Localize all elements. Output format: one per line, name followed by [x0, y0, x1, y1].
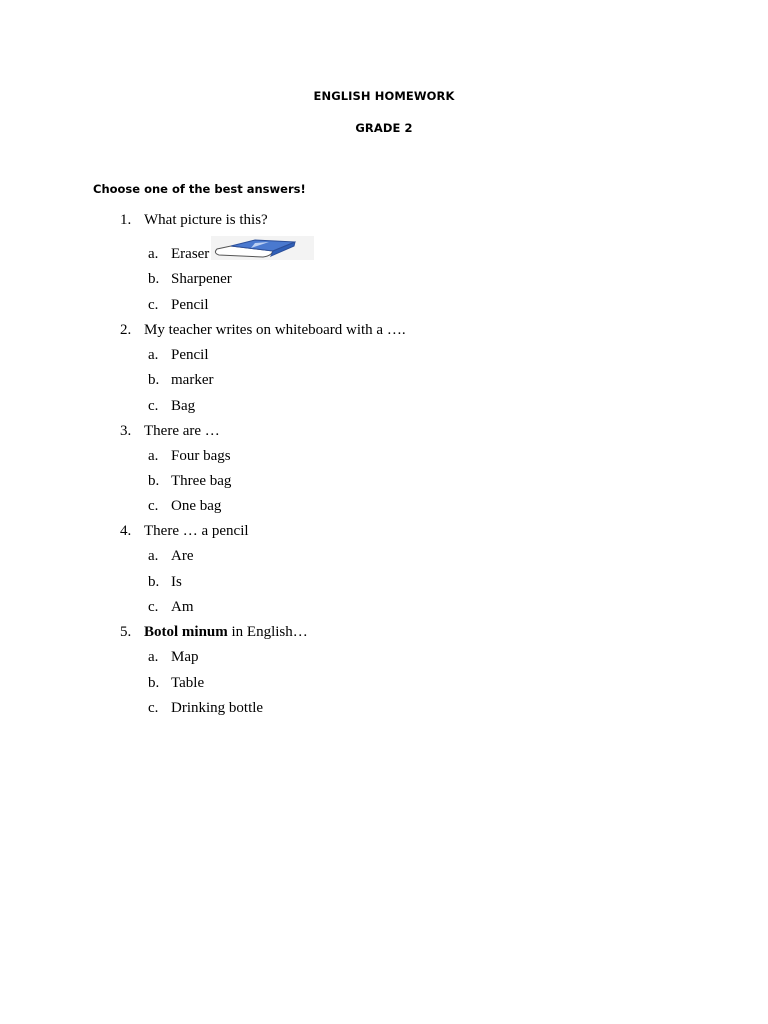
option-letter: b. — [148, 271, 160, 287]
option-text: Am — [171, 599, 194, 615]
option-letter: a. — [148, 448, 159, 464]
question-text: My teacher writes on whiteboard with a …. — [144, 322, 406, 338]
option-text: Map — [171, 649, 199, 665]
option-letter: b. — [148, 473, 160, 489]
option-text: Are — [171, 548, 194, 564]
eraser-image — [211, 236, 314, 260]
option-letter: a. — [148, 649, 159, 665]
option-letter: c. — [148, 297, 159, 313]
option-letter: a. — [148, 548, 159, 564]
option-letter: b. — [148, 675, 160, 691]
question-number: 2. — [120, 322, 132, 338]
question-number: 1. — [120, 212, 132, 228]
option-text: Sharpener — [171, 271, 232, 287]
question-text-rest: in English… — [227, 624, 308, 640]
option-letter: b. — [148, 574, 160, 590]
option-letter: b. — [148, 372, 160, 388]
question-text: There are … — [144, 423, 220, 439]
option-text: Drinking bottle — [171, 700, 264, 716]
option-text: One bag — [171, 498, 222, 514]
option-text: Pencil — [171, 297, 209, 313]
option-letter: a. — [148, 347, 159, 363]
instruction-text: Choose one of the best answers! — [93, 182, 306, 196]
question-text: What picture is this? — [144, 212, 268, 228]
option-text: Three bag — [171, 473, 232, 489]
option-text: Four bags — [171, 448, 231, 464]
question-text: There … a pencil — [144, 523, 249, 539]
option-letter: c. — [148, 498, 159, 514]
question-number: 4. — [120, 523, 132, 539]
option-text: Is — [171, 574, 182, 590]
question-text-bold: Botol minum — [144, 624, 228, 640]
option-text: Eraser — [171, 246, 210, 262]
question-number: 5. — [120, 624, 132, 640]
option-text: Table — [171, 675, 205, 691]
option-letter: c. — [148, 700, 159, 716]
option-text: marker — [171, 372, 214, 388]
option-text: Bag — [171, 398, 196, 414]
option-letter: c. — [148, 398, 159, 414]
option-text: Pencil — [171, 347, 209, 363]
document-subtitle: GRADE 2 — [355, 121, 413, 135]
option-letter: c. — [148, 599, 159, 615]
document-title: ENGLISH HOMEWORK — [313, 89, 455, 103]
option-letter: a. — [148, 246, 159, 262]
question-text — [144, 623, 308, 641]
question-number: 3. — [120, 423, 132, 439]
